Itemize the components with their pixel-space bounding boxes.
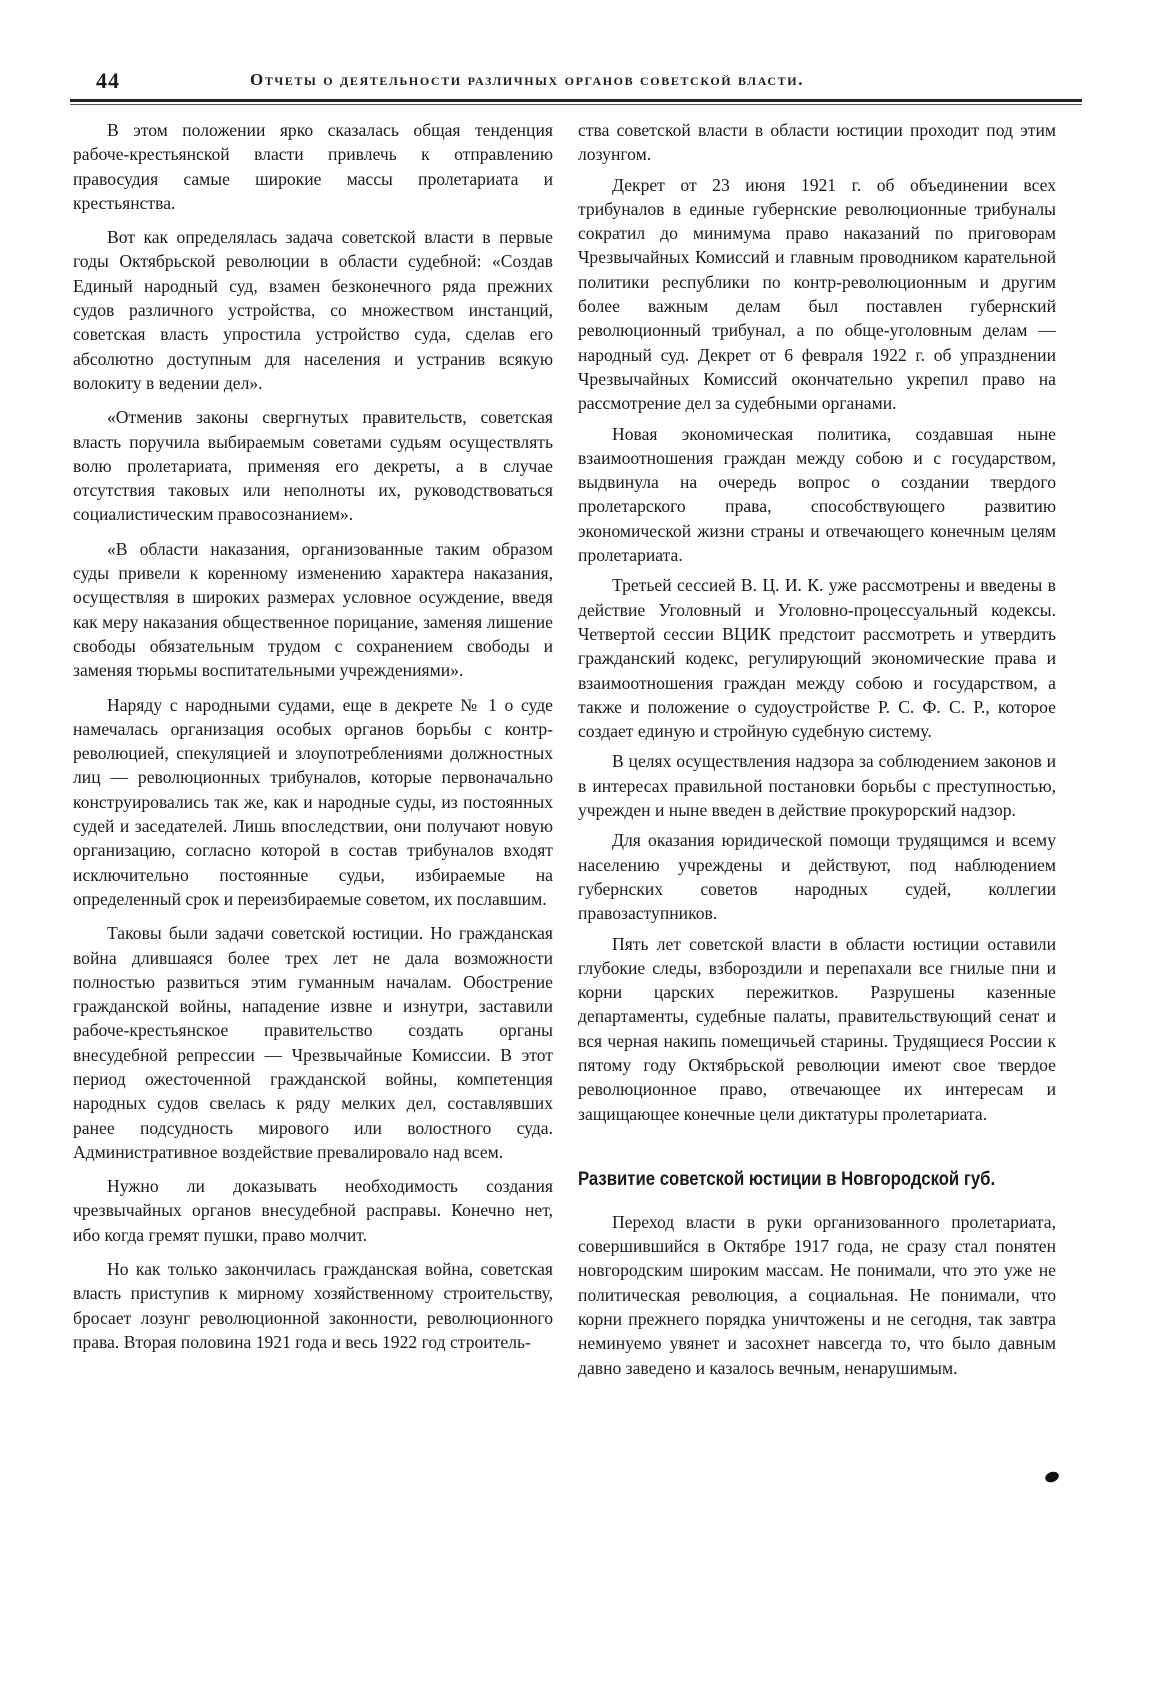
paragraph: Переход власти в руки организованного пролетариата, совершившийся в Октябре 1917 года, не сразу стал понятен новгородским широким массам. Не понимали, что это уже не политическая революция, а социальная. Не понимали, что корни прежнего порядка уничтожены и не сегодня, так завтра неминуемо увянет и засохнет навсегда то, что было давным давно заведено и казалось вечным, ненарушимым. xyxy=(578,1211,1056,1378)
paragraph: Пять лет советской власти в области юстиции оставили глубокие следы, взбороздили и перепахали все гнилые пни и корни царских пережитков. Разрушены казенные департаменты, судебные палаты, правительствующий сенат и вся черная накипь помещичьей старины. Трудящиеся России к пятому году Октябрьской революции имеют свое твердое революционное право, отвечающее их интересам и защищающее конечные цели диктатуры пролетариата. xyxy=(578,933,1056,1124)
paragraph: ства советской власти в области юстиции проходит под этим лозунгом. xyxy=(578,120,1056,165)
paragraph: Вот как определялась задача советской власти в первые годы Октябрьской революции в области судебной: «Создав Единый народный суд, взамен безконечного ряда прежних судов различного устройства, со множеством инстанций, советская власть упростила устройство суда, сделав его абсолютно доступным для населения и устранив всякую волокиту в ведении дел». xyxy=(73,227,553,393)
right-column xyxy=(578,118,1056,1386)
paragraph: Декрет от 23 июня 1921 г. об объединении всех трибуналов в единые губернские революционные трибуналы сократил до минимума право наказаний по приговорам Чрезвычайных Комиссий и главным проводником карательной политики республики по контр-революционным и другим более важным делам был поставлен губернский революционный трибунал, а по обще-уголовным делам — народный суд. Декрет от 6 февраля 1922 г. об упразднении Чрезвычайных Комиссий окончательно укрепил право на рассмотрение дел за судебными органами. xyxy=(578,174,1056,414)
paragraph: Наряду с народными судами, еще в декрете № 1 о суде намечалась организация особых органов борьбы с контр-революцией, спекуляцией и злоупотреблениями должностных лиц — революционных трибуналов, которые первоначально конструировались так же, как и народные суды, из постоянных судей и заседателей. Лишь впоследствии, они получают новую организацию, согласно которой в состав трибуналов входят исключительно постоянные судьи, избираемые на определенный срок и переизбираемые советом, их пославшим. xyxy=(73,694,553,909)
page-header xyxy=(70,64,1080,98)
paragraph: Нужно ли доказывать необходимость создания чрезвычайных органов внесудебной расправы. Конечно нет, ибо когда гремят пушки, право молчит. xyxy=(73,1176,553,1245)
paragraph: «Отменив законы свергнутых правительств, советская власть поручила выбираемым советами судьям осуществлять волю пролетариата, применяя его декреты, а в случае отсутствия таковых или неполноты их, руководствоваться социалистическим правосознанием». xyxy=(73,407,553,525)
paragraph: Таковы были задачи советской юстиции. Но гражданская война длившаяся более трех лет не дала возможности полностью развиться этим гуманным началам. Обострение гражданской войны, нападение извне и изнутри, заставили рабоче-крестьянское правительство создать органы внесудебной репрессии — Чрезвычайные Комиссии. В этот период ожесточенной гражданской войны, компетенция народных судов свелась к ряду мелких дел, составлявших ранее подсудность мирового или волостного суда. Административное воздействие превалировало над всем. xyxy=(73,923,553,1162)
paragraph: Но как только закончилась гражданская война, советская власть приступив к мирному хозяйственному строительству, бросает лозунг революционной законности, революционного права. Вторая половина 1921 года и весь 1922 год строитель- xyxy=(73,1259,553,1352)
paragraph: Новая экономическая политика, создавшая ныне взаимоотношения граждан между собою и с государством, выдвинула на очередь вопрос о создании твердого пролетарского права, способствующего развитию экономической жизни страны и отвечающего конечным целям пролетариата. xyxy=(578,423,1056,566)
running-title: Отчеты о деятельности различных органов советской власти. xyxy=(250,70,805,89)
paragraph: В целях осуществления надзора за соблюдением законов и в интересах правильной постановки борьбы с преступностью, учрежден и ныне введен в действие прокурорский надзор. xyxy=(578,751,1056,821)
paragraph: Для оказания юридической помощи трудящимся и всему населению учреждены и действуют, под наблюдением губернских советов народных судей, коллегии правозаступников. xyxy=(578,830,1056,924)
header-rule xyxy=(70,99,1082,102)
ink-blot-mark xyxy=(1044,1470,1061,1484)
header-rule-thin xyxy=(70,104,1082,105)
section-heading: Развитие советской юстиции в Новгородской губ. xyxy=(578,1168,996,1190)
paragraph: В этом положении ярко сказалась общая тенденция рабоче-крестьянской власти привлечь к отправлению правосудия самые широкие массы пролетариата и крестьянства. xyxy=(73,120,553,213)
left-column xyxy=(73,118,553,1360)
paragraph: «В области наказания, организованные таким образом суды привели к коренному изменению характера наказания, осуществляя в широких размерах условное осуждение, введя как меру наказания общественное порицание, заменяя лишение свободы обязательным трудом с сохранением свободы и заменяя тюрьмы воспитательными учреждениями». xyxy=(73,538,553,681)
page-number: 44 xyxy=(96,68,120,93)
paragraph: Третьей сессией В. Ц. И. К. уже рассмотрены и введены в действие Уголовный и Уголовно-процессуальный кодексы. Четвертой сессии ВЦИК предстоит рассмотреть и утвердить гражданский кодекс, регулирующий экономические права и взаимоотношения граждан между собою и государством, а также и положение о судоустройстве Р. С. Ф. С. Р., которое создает единую и стройную судебную систему. xyxy=(578,575,1056,742)
